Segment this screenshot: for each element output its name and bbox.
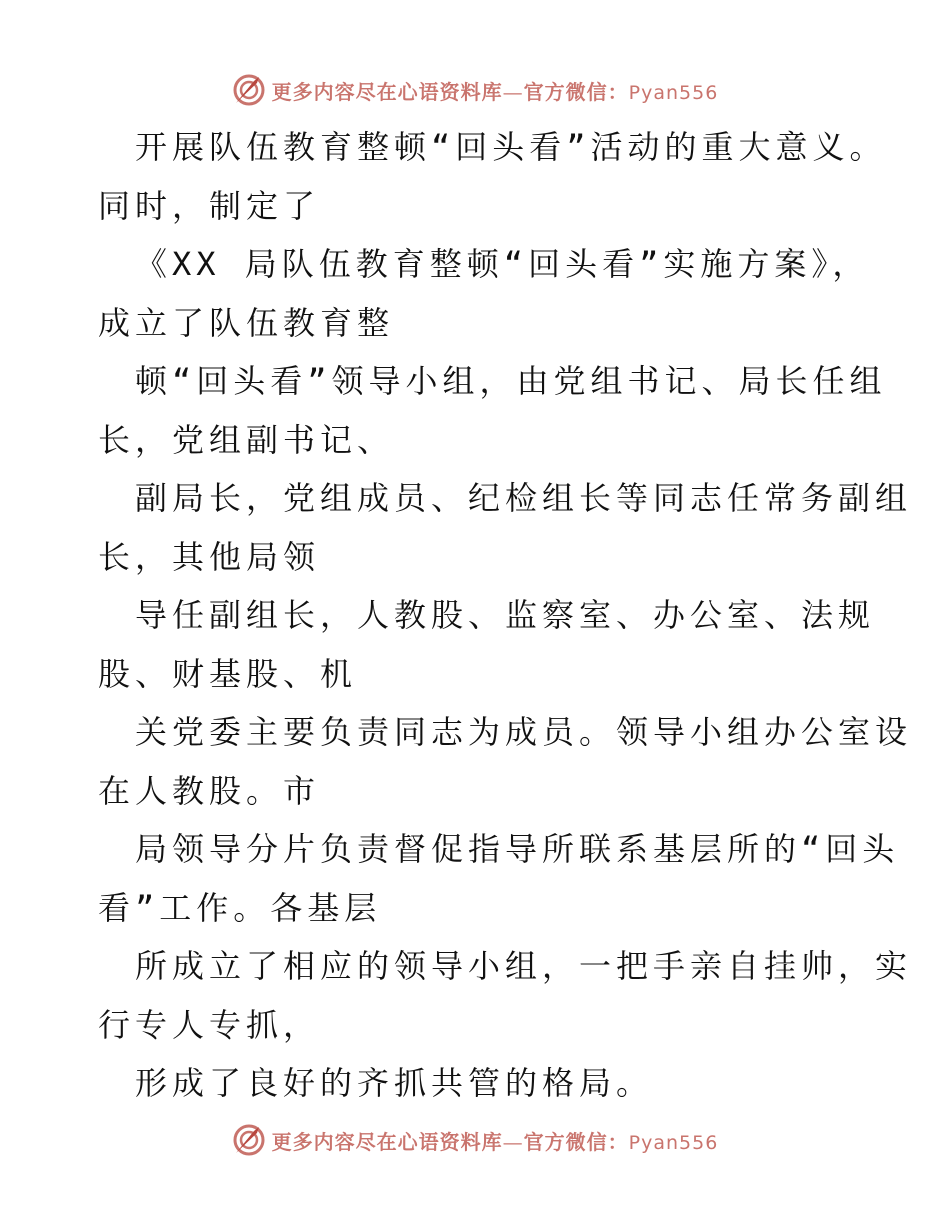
body-line: 长，党组副书记、 [98,420,395,459]
body-line: 同时，制定了 [98,186,321,225]
quill-logo-icon [232,73,266,107]
banner-dash: — [502,1129,524,1154]
banner-channel-text: 官方微信： [523,1129,629,1154]
body-line: 《XX 局队伍教育整顿“回头看”实施方案》， [135,245,870,283]
body-line: 所成立了相应的领导小组，一把手亲自挂帅，实 [135,947,913,985]
body-line: 在人教股。市 [98,771,321,810]
body-line: 形成了良好的齐抓共管的格局。 [135,1064,654,1102]
body-line: 关党委主要负责同志为成员。领导小组办公室设 [135,713,913,751]
body-line: 局领导分片负责督促指导所联系基层所的“回头 [135,830,900,868]
banner-text [272,1126,719,1155]
body-line: 成立了队伍教育整 [98,303,395,342]
banner-main-text: 更多内容尽在心语资料库 [271,79,503,104]
banner-dash: — [502,79,524,104]
footer-banner [0,1120,950,1160]
body-line: 顿“回头看”领导小组，由党组书记、局长任组 [135,362,887,400]
body-line: 导任副组长，人教股、监察室、办公室、法规 [135,596,876,634]
banner-channel-text: 官方微信： [523,79,629,104]
body-text [98,118,913,1113]
quill-logo-icon [232,1123,266,1157]
body-line: 长，其他局领 [98,537,321,576]
header-banner [0,70,950,110]
banner-main-text: 更多内容尽在心语资料库 [271,1129,503,1154]
body-line: 股、财基股、机 [98,654,358,693]
body-line: 看”工作。各基层 [98,888,382,927]
banner-text [272,76,719,105]
body-line: 行专人专抓， [98,1005,321,1044]
banner-id-text: Pyan556 [628,81,719,104]
banner-id-text: Pyan556 [628,1131,719,1154]
body-line: 副局长，党组成员、纪检组长等同志任常务副组 [135,479,913,517]
body-line: 开展队伍教育整顿“回头看”活动的重大意义。 [135,128,887,166]
